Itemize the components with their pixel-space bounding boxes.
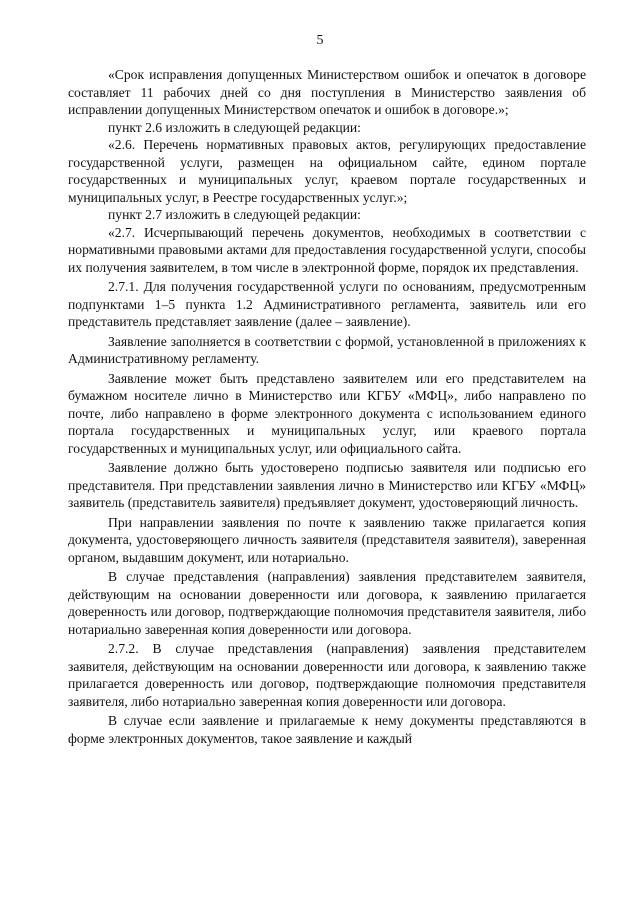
paragraph-2-6-regulatory-acts: «2.6. Перечень нормативных правовых актов, регулирующих предоставление государственной услуги, размещен на официальном сайте, едином портале государственных и муниципальных услуг, краевом портале государственных и муниципальных услуг, в Реестре государственных услуг.»; xyxy=(68,137,586,205)
paragraph-2-7-documents-list: «2.7. Исчерпывающий перечень документов, необходимых в соответствии с нормативными правовыми актами для предоставления государственной услуги, способы их получения заявителем, в том числе в электронной форме, порядок их представления. xyxy=(68,224,586,275)
paragraph-representative-power: В случае представления (направления) заявления представителем заявителя, действующим на основании доверенности или договора, к заявлению прилагается доверенность или договор, подтверждающие полномочия представителя заявителя, либо нотариально заверенная копия доверенности или договора. xyxy=(68,569,586,637)
paragraph-submission-methods: Заявление может быть представлено заявителем или его представителем на бумажном носителе лично в Министерство или КГБУ «МФЦ», либо направлено по почте, либо направлено в форме электронного документа с использованием единого портала государственных и муниципальных услуг, или краевого портала государственных и муниципальных услуг, или официального сайта. xyxy=(68,370,586,456)
paragraph-2-7-2-representative: 2.7.2. В случае представления (направления) заявления представителем заявителя, действующим на основании доверенности или договора, к заявлению также прилагается доверенность или договор, подтверждающие полномочия представителя заявителя, либо нотариально заверенная копия доверенности или договора. xyxy=(68,641,586,709)
paragraph-postal-submission: При направлении заявления по почте к заявлению также прилагается копия документа, удостоверяющего личность заявителя (представителя заявителя), заверенная органом, выдавшим документ, или нотариально. xyxy=(68,514,586,565)
paragraph-amend-2-6: пункт 2.6 изложить в следующей редакции: xyxy=(108,119,361,135)
paragraph-electronic-documents: В случае если заявление и прилагаемые к нему документы представляются в форме электронных документов, такое заявление и каждый xyxy=(68,713,586,746)
paragraph-2-7-1-application: 2.7.1. Для получения государственной услуги по основаниям, предусмотренным подпунктами 1–5 пункта 1.2 Административного регламента, заявитель или его представитель представляет заявление (далее – заявление). xyxy=(68,279,586,329)
paragraph-error-correction-term: «Срок исправления допущенных Министерством ошибок и опечаток в договоре составляет 11 рабочих дней со дня поступления в Министерство заявления об исправлении допущенных Министерством опечаток и ошибок в договоре.»; xyxy=(68,67,586,117)
paragraph-amend-2-7: пункт 2.7 изложить в следующей редакции: xyxy=(108,207,361,222)
document-body xyxy=(68,66,586,747)
paragraph-signature-requirement: Заявление должно быть удостоверено подписью заявителя или подписью его представителя. При представлении заявления лично в Министерство или КГБУ «МФЦ» заявитель (представитель заявителя) предъявляет документ, удостоверяющий личность. xyxy=(68,460,586,510)
paragraph-application-form: Заявление заполняется в соответствии с формой, установленной в приложениях к Административному регламенту. xyxy=(68,333,586,366)
page-number: 5 xyxy=(316,33,324,48)
